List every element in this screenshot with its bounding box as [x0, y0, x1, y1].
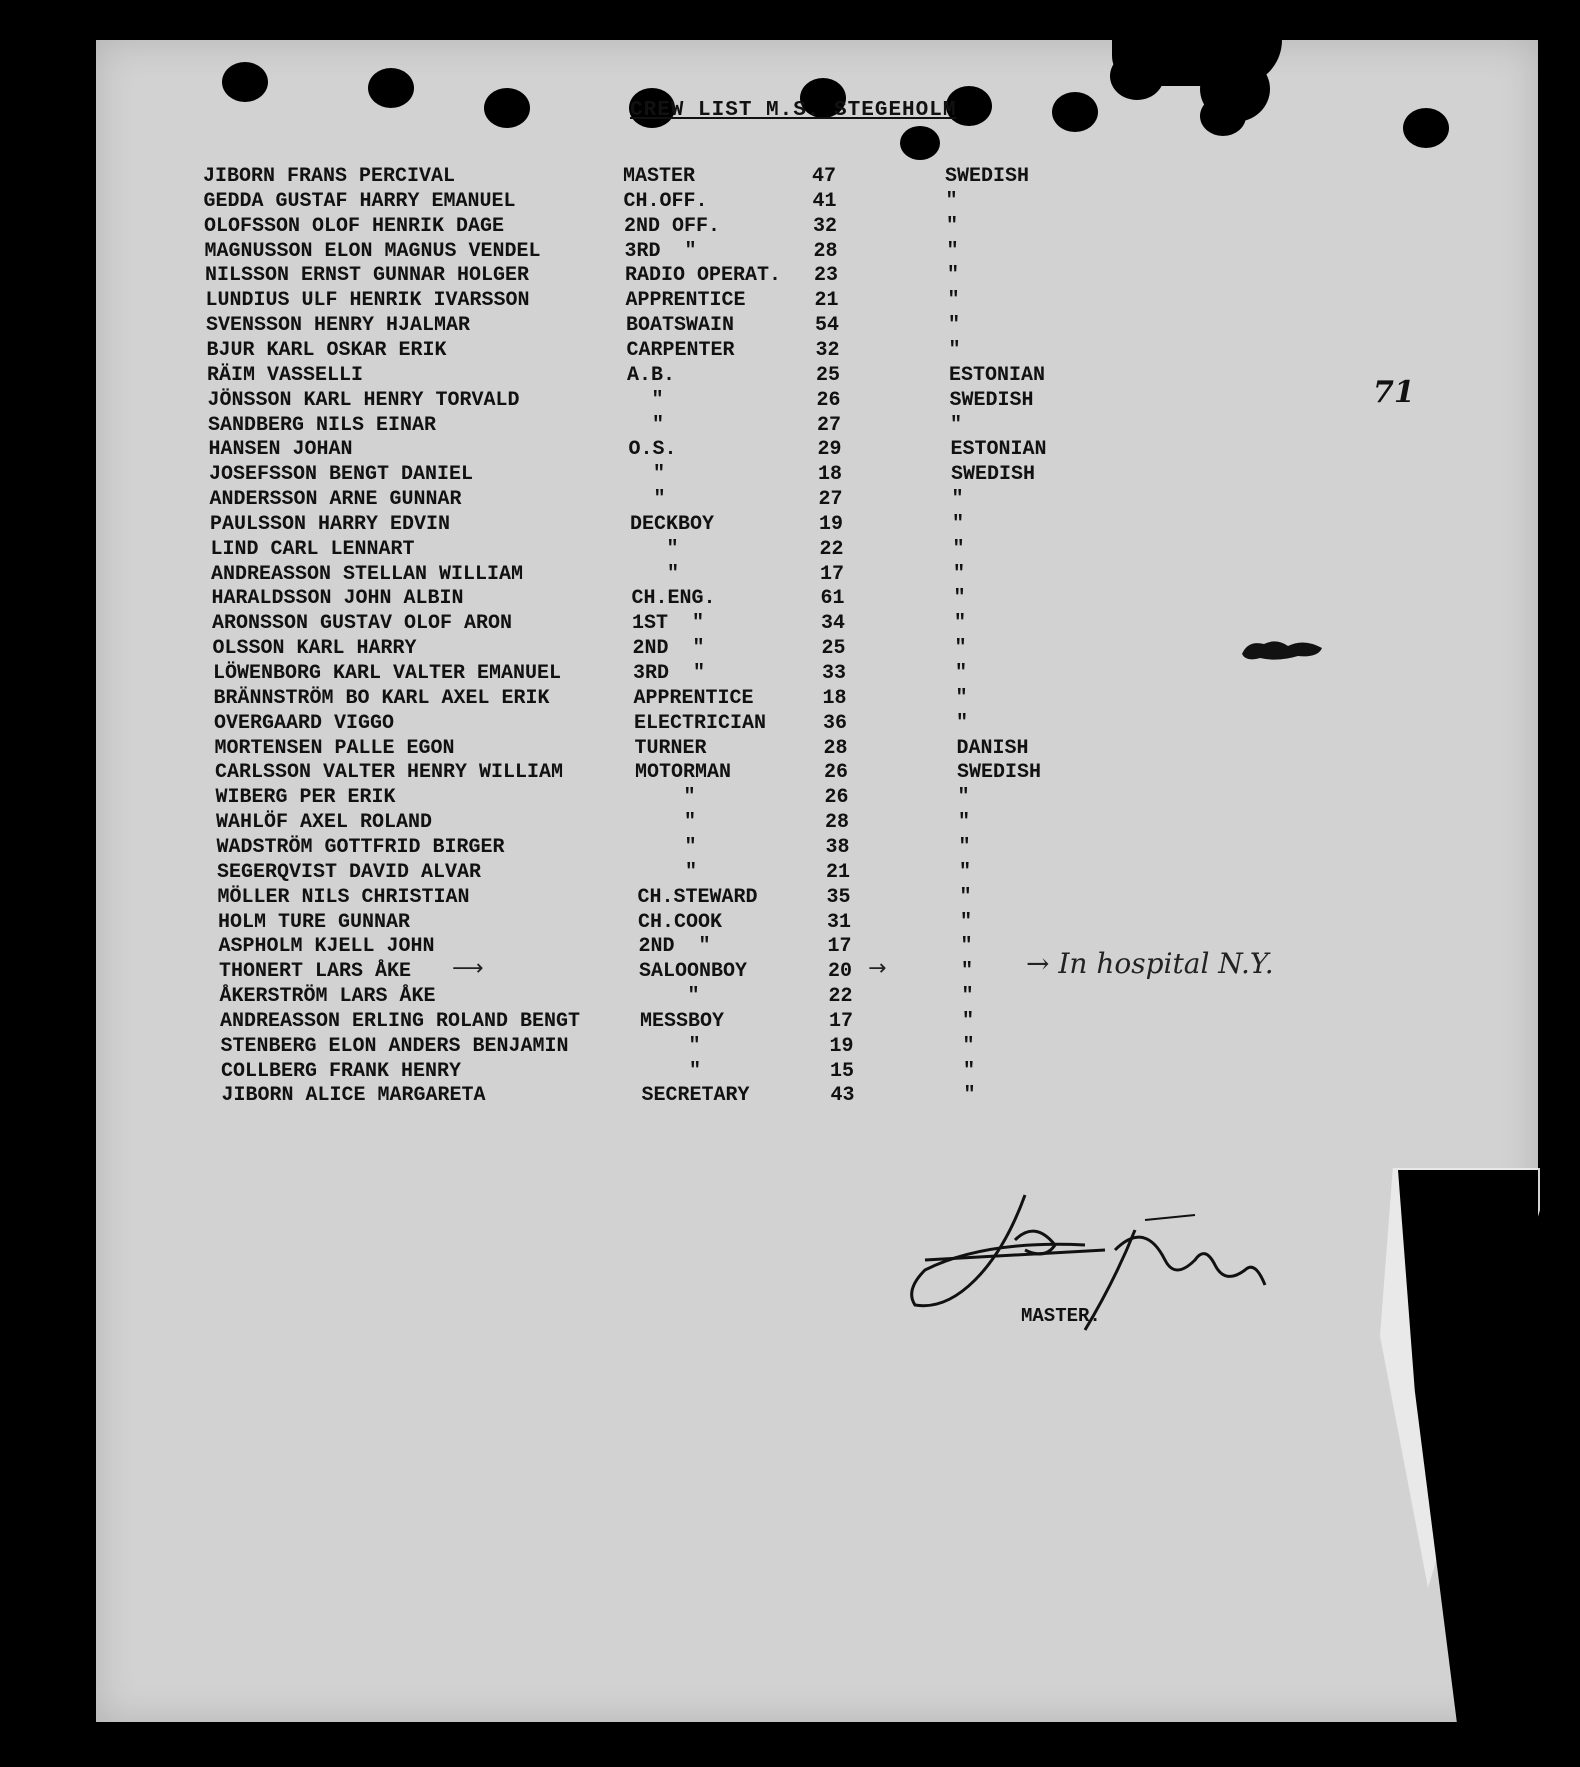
crew-name: BJUR KARL OSKAR ERIK [206, 338, 447, 362]
crew-nationality: " [946, 214, 959, 238]
crew-name: CARLSSON VALTER HENRY WILLIAM [215, 761, 564, 785]
crew-age: 43 [830, 1084, 855, 1108]
crew-name: JOSEFSSON BENGT DANIEL [209, 463, 474, 487]
crew-rank: A.B. [627, 363, 676, 387]
crew-age: 25 [816, 363, 841, 387]
crew-rank: 2ND " [638, 935, 711, 959]
punch-hole [484, 88, 530, 128]
crew-nationality: " [945, 189, 958, 213]
crew-nationality: " [962, 1009, 975, 1033]
crew-age: 54 [815, 314, 840, 338]
crew-name: SEGERQVIST DAVID ALVAR [217, 860, 482, 884]
crew-age: 17 [829, 1009, 854, 1033]
crew-name: ÅKERSTRÖM LARS ÅKE [219, 985, 436, 1009]
crew-nationality: " [947, 264, 960, 288]
crew-rank: MASTER [623, 165, 696, 188]
crew-row [217, 861, 1117, 885]
crew-nationality: SWEDISH [945, 165, 1030, 188]
crew-row [209, 463, 1109, 487]
crew-name: ARONSSON GUSTAV OLOF ARON [212, 612, 513, 636]
crew-name: WIBERG PER ERIK [215, 786, 396, 810]
crew-name: ANDREASSON STELLAN WILLIAM [211, 562, 524, 586]
crew-rank: ELECTRICIAN [634, 711, 767, 735]
crew-name: MAGNUSSON ELON MAGNUS VENDEL [204, 239, 541, 263]
crew-nationality: " [960, 910, 973, 934]
crew-age: 31 [827, 910, 852, 934]
crew-rank: 3RD " [624, 239, 697, 263]
crew-nationality: SWEDISH [949, 388, 1034, 412]
crew-age: 28 [823, 736, 848, 760]
crew-rank: " [628, 413, 665, 437]
crew-row [205, 240, 1105, 264]
punch-hole [1200, 56, 1270, 122]
page-title: CREW LIST M.S. STEGEHOLM [630, 99, 957, 122]
crew-rank: " [641, 1059, 702, 1083]
crew-row [214, 687, 1114, 711]
crew-rank: RADIO OPERAT. [625, 264, 782, 288]
crew-nationality: " [958, 835, 971, 859]
crew-row [219, 960, 1119, 984]
crew-name: ANDERSSON ARNE GUNNAR [209, 488, 462, 512]
crew-name: JIBORN FRANS PERCIVAL [203, 165, 456, 188]
crew-rank: " [636, 811, 697, 835]
crew-row [206, 314, 1106, 338]
crew-nationality: " [958, 811, 971, 835]
crew-age: 20 [828, 960, 853, 984]
crew-nationality: " [959, 885, 972, 909]
crew-nationality: ESTONIAN [949, 363, 1046, 387]
ink-blot [1238, 636, 1326, 662]
crew-nationality: " [962, 1034, 975, 1058]
crew-age: 26 [824, 761, 849, 785]
crew-age: 21 [814, 289, 839, 313]
crew-rank: " [637, 860, 698, 884]
crew-name: BRÄNNSTRÖM BO KARL AXEL ERIK [213, 686, 550, 710]
crew-age: 47 [812, 165, 837, 188]
crew-row [211, 563, 1111, 587]
crew-nationality: " [961, 985, 974, 1009]
crew-age: 28 [825, 811, 850, 835]
crew-rank: CH.COOK [638, 910, 723, 934]
crew-row [204, 190, 1104, 214]
crew-name: WAHLÖF AXEL ROLAND [216, 811, 433, 835]
crew-row [216, 811, 1116, 835]
crew-age: 26 [816, 388, 841, 412]
crew-rank: CH.ENG. [631, 587, 716, 611]
crew-nationality: " [956, 711, 969, 735]
crew-name: JÖNSSON KARL HENRY TORVALD [207, 388, 520, 412]
crew-age: 41 [812, 189, 837, 213]
crew-name: COLLBERG FRANK HENRY [221, 1059, 462, 1083]
crew-row [213, 662, 1113, 686]
crew-rank: " [627, 388, 664, 412]
crew-row [217, 836, 1117, 860]
crew-rank: " [636, 835, 697, 859]
crew-row [216, 786, 1116, 810]
crew-age: 17 [827, 935, 852, 959]
crew-rank: MESSBOY [640, 1009, 725, 1033]
crew-rank: O.S. [628, 438, 677, 462]
crew-row [208, 414, 1108, 438]
crew-rank: APPRENTICE [633, 686, 754, 710]
crew-rank: APPRENTICE [625, 289, 746, 313]
crew-name: OVERGAARD VIGGO [214, 711, 395, 735]
crew-rank: DECKBOY [630, 512, 715, 536]
arrow-icon: ⟶ [452, 956, 484, 981]
crew-rank: " [640, 1034, 701, 1058]
crew-age: 22 [828, 985, 853, 1009]
crew-nationality: ESTONIAN [950, 438, 1047, 462]
crew-nationality: SWEDISH [957, 761, 1042, 785]
crew-name: HOLM TURE GUNNAR [218, 910, 411, 934]
crew-name: HANSEN JOHAN [208, 438, 353, 462]
crew-row [203, 165, 1103, 189]
crew-rank: TURNER [634, 736, 707, 760]
crew-row [211, 538, 1111, 562]
crew-nationality: SWEDISH [951, 463, 1036, 487]
crew-row [221, 1060, 1121, 1084]
page-number: 71 [1373, 375, 1415, 410]
crew-rank: " [635, 786, 696, 810]
crew-row [206, 289, 1106, 313]
crew-name: GEDDA GUSTAF HARRY EMANUEL [203, 189, 516, 213]
crew-rank: MOTORMAN [635, 761, 732, 785]
crew-row [210, 488, 1110, 512]
crew-row [222, 1084, 1122, 1108]
crew-row [207, 364, 1107, 388]
crew-row [210, 513, 1110, 537]
crew-rank: CARPENTER [626, 338, 735, 362]
crew-nationality: " [963, 1084, 976, 1108]
crew-age: 23 [814, 264, 839, 288]
crew-name: JIBORN ALICE MARGARETA [221, 1084, 486, 1108]
crew-row [207, 339, 1107, 363]
crew-name: THONERT LARS ÅKE [219, 960, 412, 984]
crew-age: 17 [820, 562, 845, 586]
punch-hole [222, 62, 268, 102]
crew-row [205, 264, 1105, 288]
crew-row [208, 389, 1108, 413]
crew-row [219, 935, 1119, 959]
crew-nationality: " [952, 537, 965, 561]
crew-rank: " [630, 537, 679, 561]
crew-nationality: " [947, 289, 960, 313]
crew-nationality: " [960, 935, 973, 959]
crew-row [213, 637, 1113, 661]
crew-name: RÄIM VASSELLI [207, 363, 364, 387]
crew-nationality: " [951, 488, 964, 512]
crew-nationality: " [953, 587, 966, 611]
crew-rank: " [629, 488, 666, 512]
crew-age: 61 [820, 587, 845, 611]
crew-age: 18 [818, 463, 843, 487]
crew-row [220, 985, 1120, 1009]
crew-rank: SECRETARY [641, 1084, 750, 1108]
crew-row [218, 886, 1118, 910]
crew-name: OLOFSSON OLOF HENRIK DAGE [204, 214, 505, 238]
punch-hole [1403, 108, 1449, 148]
crew-nationality: " [954, 612, 967, 636]
crew-row [220, 1010, 1120, 1034]
crew-rank: 1ST " [632, 612, 705, 636]
crew-age: 36 [823, 711, 848, 735]
crew-row [218, 911, 1118, 935]
crew-name: SANDBERG NILS EINAR [208, 413, 437, 437]
crew-rank: 2ND OFF. [624, 214, 721, 238]
crew-age: 38 [825, 835, 850, 859]
crew-nationality: " [948, 338, 961, 362]
crew-row [214, 712, 1114, 736]
crew-name: LÖWENBORG KARL VALTER EMANUEL [213, 662, 562, 685]
crew-age: 32 [815, 338, 840, 362]
crew-name: LUNDIUS ULF HENRIK IVARSSON [205, 289, 530, 313]
crew-nationality: " [948, 314, 961, 338]
crew-row [212, 612, 1112, 636]
crew-name: PAULSSON HARRY EDVIN [210, 512, 451, 536]
crew-rank: CH.OFF. [623, 189, 708, 213]
crew-rank: SALOONBOY [639, 960, 748, 984]
arrow-icon: → [868, 956, 887, 981]
crew-rank: " [639, 985, 700, 1009]
crew-row [215, 737, 1115, 761]
crew-nationality: " [957, 786, 970, 810]
crew-nationality: " [952, 512, 965, 536]
crew-nationality: " [959, 860, 972, 884]
crew-rank: 3RD " [633, 662, 706, 685]
crew-nationality: " [955, 686, 968, 710]
crew-age: 26 [824, 786, 849, 810]
punch-hole [368, 68, 414, 108]
crew-age: 25 [821, 637, 846, 661]
crew-age: 18 [822, 686, 847, 710]
crew-name: WADSTRÖM GOTTFRID BIRGER [216, 835, 505, 859]
crew-row [204, 215, 1104, 239]
crew-age: 21 [826, 860, 851, 884]
crew-age: 22 [819, 537, 844, 561]
crew-nationality: " [954, 637, 967, 661]
crew-age: 28 [813, 239, 838, 263]
crew-nationality: " [963, 1059, 976, 1083]
crew-name: ANDREASSON ERLING ROLAND BENGT [220, 1009, 581, 1033]
crew-name: OLSSON KARL HARRY [212, 637, 417, 661]
crew-age: 27 [817, 413, 842, 437]
crew-name: MORTENSEN PALLE EGON [214, 736, 455, 760]
crew-name: NILSSON ERNST GUNNAR HOLGER [205, 264, 530, 288]
crew-age: 15 [830, 1059, 855, 1083]
crew-rank: BOATSWAIN [626, 314, 735, 338]
crew-name: HARALDSSON JOHN ALBIN [211, 587, 464, 611]
crew-rank: 2ND " [632, 637, 705, 661]
crew-nationality: " [946, 239, 959, 263]
crew-name: ASPHOLM KJELL JOHN [218, 935, 435, 959]
crew-age: 19 [829, 1034, 854, 1058]
handwritten-annotation: → In hospital N.Y. [1026, 947, 1274, 980]
crew-rank: " [629, 463, 666, 487]
crew-nationality: " [961, 960, 974, 984]
crew-row [215, 761, 1115, 785]
crew-name: STENBERG ELON ANDERS BENJAMIN [220, 1034, 569, 1058]
punch-hole [900, 126, 940, 160]
crew-nationality: DANISH [956, 736, 1029, 760]
signature-label: MASTER. [1021, 1305, 1101, 1327]
crew-name: SVENSSON HENRY HJALMAR [206, 314, 471, 338]
crew-age: 19 [819, 512, 844, 536]
crew-age: 32 [813, 214, 838, 238]
crew-age: 33 [822, 662, 847, 685]
crew-nationality: " [950, 413, 963, 437]
crew-rank: CH.STEWARD [637, 885, 758, 909]
crew-age: 34 [821, 612, 846, 636]
crew-nationality: " [953, 562, 966, 586]
punch-hole [1110, 52, 1164, 100]
crew-age: 27 [818, 488, 843, 512]
crew-age: 35 [826, 885, 851, 909]
punch-hole [1052, 92, 1098, 132]
crew-age: 29 [817, 438, 842, 462]
crew-name: MÖLLER NILS CHRISTIAN [217, 885, 470, 909]
crew-rank: " [631, 562, 680, 586]
crew-nationality: " [955, 662, 968, 685]
crew-row [221, 1035, 1121, 1059]
crew-row [209, 438, 1109, 462]
crew-row [212, 587, 1112, 611]
crew-name: LIND CARL LENNART [210, 537, 415, 561]
